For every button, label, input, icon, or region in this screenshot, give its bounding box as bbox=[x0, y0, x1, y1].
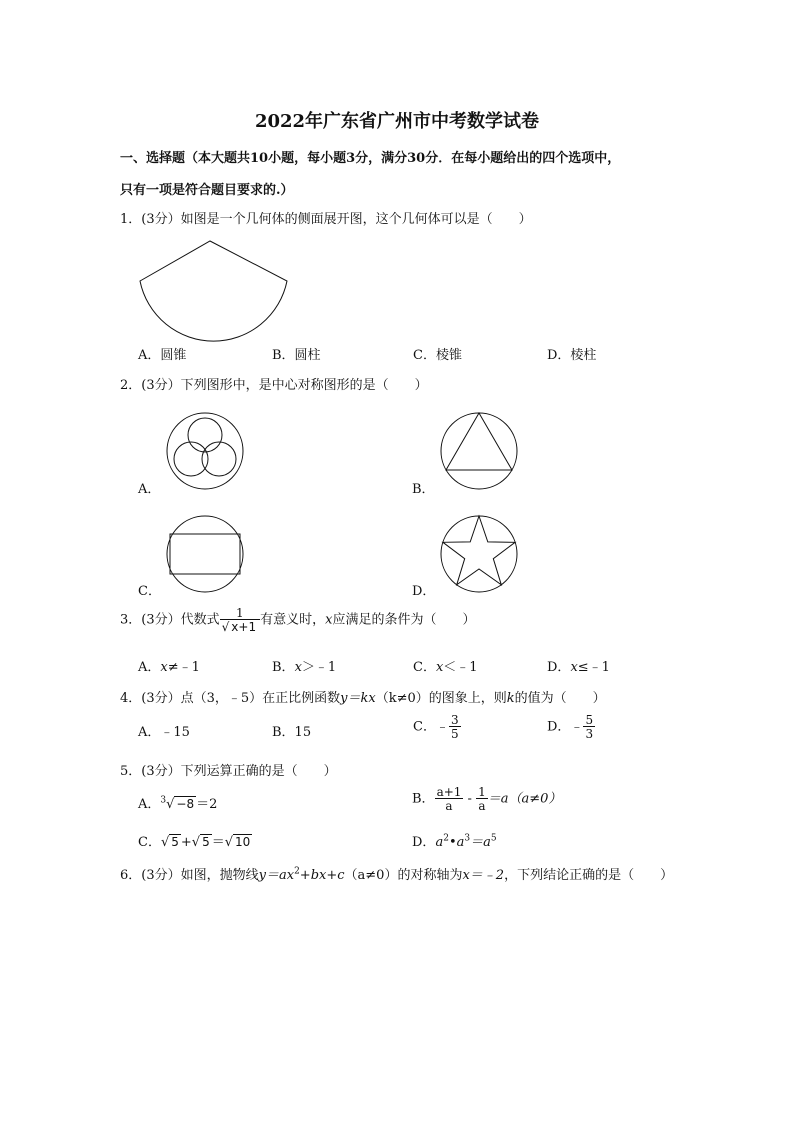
q5-option-b-fraction-2 bbox=[476, 786, 488, 812]
q3-option-b-rel: ＞﹣1 bbox=[301, 660, 337, 675]
q5-option-b-f2-den: a bbox=[476, 798, 488, 812]
q4-option-d-num: 5 bbox=[585, 713, 594, 727]
q4-option-b[interactable]: B．15 bbox=[272, 725, 312, 740]
q5-option-c-eq: ＝ bbox=[211, 835, 225, 850]
q3-stem-prefix: 3．(3分）代数式 bbox=[120, 612, 220, 628]
sqrt-icon: √ bbox=[221, 620, 230, 634]
q5-option-c-label: C． bbox=[138, 835, 161, 850]
q3-option-c-label: C． bbox=[413, 660, 436, 675]
q4-option-c[interactable] bbox=[413, 714, 461, 740]
q5-option-b-fraction-1 bbox=[435, 786, 464, 812]
q5-option-a-label: A． bbox=[138, 797, 161, 812]
q5-option-a[interactable] bbox=[138, 793, 217, 812]
q6-func-a: y＝ax bbox=[258, 868, 295, 883]
q4-stem-a: 4．(3分）点（3，﹣5）在正比例函数 bbox=[120, 691, 341, 706]
q1-option-b[interactable]: B．圆柱 bbox=[272, 348, 321, 363]
q1-stem: 1．(3分）如图是一个几何体的侧面展开图，这个几何体可以是（ ） bbox=[120, 212, 532, 227]
q3-option-b[interactable] bbox=[272, 656, 336, 675]
q3-option-a-rel: ≠﹣1 bbox=[167, 660, 200, 675]
q5-option-b[interactable] bbox=[412, 786, 561, 812]
q4-option-d[interactable] bbox=[547, 714, 595, 740]
q3-stem bbox=[120, 607, 475, 633]
q4-option-d-fraction bbox=[583, 714, 595, 740]
q3-option-b-var: x bbox=[294, 660, 302, 675]
q5-option-a-radicand: −8 bbox=[176, 797, 195, 811]
q3-stem-suffix: 应满足的条件为（ ） bbox=[332, 612, 476, 628]
q5-option-c[interactable] bbox=[138, 831, 252, 850]
q2-option-a-figure[interactable] bbox=[164, 410, 246, 492]
q5-option-c-r1: 5 bbox=[171, 835, 179, 849]
cube-root-icon: √ bbox=[166, 797, 175, 812]
q5-option-c-r2: 5 bbox=[202, 835, 210, 849]
q2-option-c-figure[interactable] bbox=[164, 513, 246, 595]
q2-option-d-figure[interactable] bbox=[438, 513, 520, 595]
q4-func: y＝kx bbox=[340, 691, 376, 706]
q3-option-c-var: x bbox=[435, 660, 444, 675]
q3-option-c[interactable] bbox=[413, 656, 478, 675]
q5-option-d[interactable] bbox=[412, 831, 497, 850]
section-heading-line1: 一、选择题（本大题共10小题，每小题3分，满分30分．在每小题给出的四个选项中， bbox=[120, 151, 621, 166]
q5-option-c-r3: 10 bbox=[235, 835, 251, 849]
q3-frac-radicand: x+1 bbox=[231, 620, 257, 634]
q2-option-d-label[interactable]: D． bbox=[412, 584, 436, 599]
q6-stem-b: 的对称轴为 bbox=[397, 868, 463, 883]
q4-option-d-den: 3 bbox=[585, 727, 594, 741]
q3-option-a[interactable] bbox=[138, 656, 200, 675]
q1-sector-figure bbox=[135, 232, 295, 332]
q6-stem bbox=[120, 864, 673, 883]
q1-option-a[interactable]: A．圆锥 bbox=[138, 348, 187, 363]
q5-option-d-e1: 2 bbox=[443, 833, 449, 844]
q2-option-a-label[interactable]: A． bbox=[138, 482, 161, 497]
q5-option-d-e2: 3 bbox=[464, 833, 471, 844]
sqrt-icon: √ bbox=[224, 835, 234, 850]
q4-stem-b: 的图象上，则 bbox=[428, 691, 507, 706]
q4-stem-c: 的值为（ ） bbox=[514, 691, 606, 706]
q3-option-a-label: A． bbox=[138, 660, 161, 675]
q6-stem-c: ，下列结论正确的是（ ） bbox=[504, 868, 674, 883]
q4-option-c-fraction bbox=[449, 714, 461, 740]
q4-cond: （k≠0） bbox=[375, 691, 429, 706]
q1-option-d[interactable]: D．棱柱 bbox=[547, 348, 597, 363]
q2-option-b-label[interactable]: B． bbox=[412, 482, 435, 497]
q5-option-d-a1: a bbox=[435, 835, 444, 850]
q3-option-d-var: x bbox=[570, 660, 578, 675]
q3-option-d[interactable] bbox=[547, 656, 610, 675]
q3-option-b-label: B． bbox=[272, 660, 295, 675]
page-title: 2022年广东省广州市中考数学试卷 bbox=[254, 111, 540, 132]
q5-option-b-label: B． bbox=[412, 791, 435, 807]
q2-stem: 2．(3分）下列图形中，是中心对称图形的是（ ） bbox=[120, 378, 428, 393]
q4-k: k bbox=[506, 691, 515, 706]
q3-var: x bbox=[325, 612, 333, 628]
q5-option-b-f1-den: a bbox=[435, 798, 464, 812]
q5-option-d-eq: ＝a bbox=[470, 835, 491, 850]
q5-option-d-e3: 5 bbox=[490, 833, 497, 844]
q4-option-d-label: D．﹣ bbox=[547, 719, 584, 735]
q3-option-c-rel: ＜﹣1 bbox=[443, 660, 478, 675]
sqrt-icon: √ bbox=[160, 835, 170, 850]
q3-option-a-var: x bbox=[160, 660, 168, 675]
q4-stem bbox=[120, 687, 606, 706]
q4-option-a[interactable]: A．﹣15 bbox=[138, 725, 190, 740]
q6-axis: x＝﹣2 bbox=[462, 868, 505, 883]
q3-option-d-label: D． bbox=[547, 660, 571, 675]
q3-stem-mid: 有意义时， bbox=[260, 612, 326, 628]
q6-cond: （a≠0） bbox=[344, 868, 398, 883]
q2-option-c-label[interactable]: C． bbox=[138, 584, 161, 599]
q4-option-c-label: C．﹣ bbox=[413, 719, 449, 735]
q5-option-b-f1-num: a+1 bbox=[436, 785, 462, 799]
q3-option-d-rel: ≤﹣1 bbox=[577, 660, 610, 675]
section-heading-line2: 只有一项是符合题目要求的.） bbox=[120, 183, 294, 198]
q5-option-a-index: 3 bbox=[160, 795, 167, 806]
q3-frac-den bbox=[220, 619, 260, 633]
q2-option-b-figure[interactable] bbox=[438, 410, 520, 492]
q5-option-c-plus: + bbox=[180, 835, 192, 850]
q5-option-d-label: D． bbox=[412, 835, 436, 850]
q6-func-exp: 2 bbox=[294, 866, 300, 877]
q4-option-c-den: 5 bbox=[450, 727, 459, 741]
q5-option-b-rest: ＝a（a≠0） bbox=[487, 791, 562, 807]
sqrt-icon: √ bbox=[191, 835, 201, 850]
q5-option-d-dot: •a bbox=[448, 835, 465, 850]
q1-option-c[interactable]: C．棱锥 bbox=[413, 348, 462, 363]
q5-option-b-minus: - bbox=[467, 791, 472, 807]
q6-func-b: +bx+c bbox=[299, 868, 345, 883]
q3-frac-num: 1 bbox=[236, 606, 244, 620]
q5-option-b-f2-num: 1 bbox=[478, 785, 486, 799]
q4-option-c-num: 3 bbox=[450, 713, 459, 727]
q5-stem: 5．(3分）下列运算正确的是（ ） bbox=[120, 764, 337, 779]
q3-fraction bbox=[220, 607, 260, 633]
q5-option-a-rest: ＝2 bbox=[196, 797, 218, 812]
q6-stem-a: 6．(3分）如图，抛物线 bbox=[120, 868, 259, 883]
